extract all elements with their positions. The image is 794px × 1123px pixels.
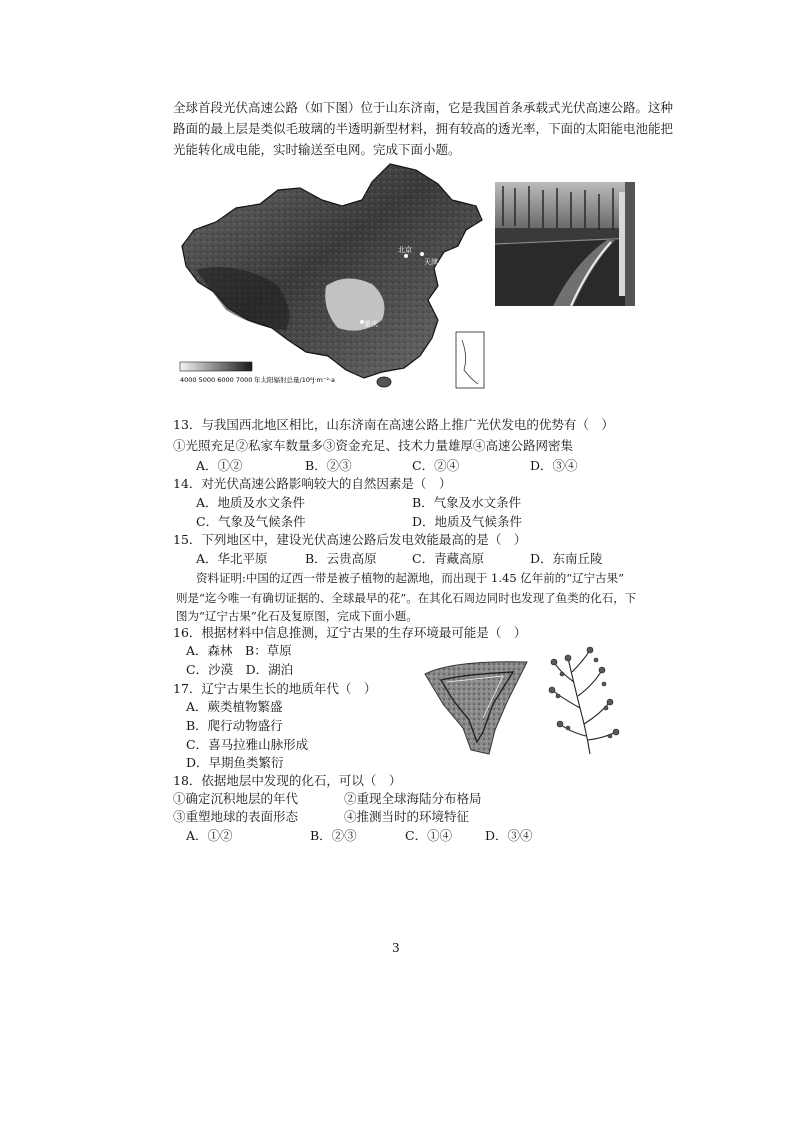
q18-statement-3: ③重塑地球的表面形态: [173, 809, 299, 824]
q18-option-a[interactable]: A．①②: [186, 828, 233, 843]
hainan-island: [377, 377, 391, 387]
material-line-1: 资料证明:中国的辽西一带是被子植物的起源地，而出现于 1.45 亿年前的“辽宁古果”: [196, 571, 625, 585]
q13-option-c[interactable]: C．②④: [412, 458, 460, 473]
q13-option-a[interactable]: A．①②: [196, 458, 243, 473]
q17-option-d[interactable]: D．早期鱼类繁衍: [186, 755, 284, 770]
q16-stem: 16．根据材料中信息推测，辽宁古果的生存环境最可能是（ ）: [173, 625, 527, 640]
city-label-tianjin: 天津: [424, 258, 438, 266]
q18-statement-4: ④推测当时的环境特征: [344, 809, 470, 824]
q15-option-b[interactable]: B．云贵高原: [305, 551, 377, 566]
q14-stem: 14．对光伏高速公路影响较大的自然因素是（ ）: [173, 476, 452, 491]
q17-stem: 17．辽宁古果生长的地质年代（ ）: [173, 681, 377, 696]
q18-option-d[interactable]: D．③④: [485, 828, 533, 843]
page-number: 3: [392, 941, 400, 955]
q14-option-b[interactable]: B．气象及水文条件: [412, 495, 522, 510]
q13-option-d[interactable]: D．③④: [530, 458, 578, 473]
q15-option-c[interactable]: C．青藏高原: [412, 551, 485, 566]
city-label-shanghai: 上海: [440, 300, 454, 308]
q16-options-cd[interactable]: C．沙漠 D．湖泊: [186, 662, 294, 677]
q18-option-b[interactable]: B．②③: [310, 828, 357, 843]
q13-statements: ①光照充足②私家车数量多③资金充足、技术力量雄厚④高速公路网密集: [173, 438, 574, 453]
q14-option-a[interactable]: A．地质及水文条件: [196, 495, 306, 510]
q17-option-b[interactable]: B．爬行动物盛行: [186, 718, 283, 733]
intro-line-2: 路面的最上层是类似毛玻璃的半透明新型材料，拥有较高的透光率，下面的太阳能电池能把: [173, 121, 674, 136]
q15-option-d[interactable]: D．东南丘陵: [530, 551, 603, 566]
q14-option-c[interactable]: C．气象及气候条件: [196, 514, 306, 529]
q16-options-ab[interactable]: A．森林 B：草原: [186, 643, 292, 658]
q18-statement-2: ②重现全球海陆分布格局: [344, 791, 482, 806]
solar-highway-photo: [495, 182, 635, 306]
intro-line-3: 光能转化成电能，实时输送至电网。完成下面小题。: [173, 142, 461, 157]
q13-option-b[interactable]: B．②③: [305, 458, 352, 473]
material-line-2: 则是“迄今唯一有确切证据的、全球最早的花”。在其化石周边同时也发现了鱼类的化石，下: [176, 591, 637, 605]
q17-option-a[interactable]: A．蕨类植物繁盛: [186, 699, 283, 714]
radiation-legend-bar: [180, 362, 252, 371]
liaoning-archaefructus-reconstruction: [540, 644, 636, 756]
city-label-chongqing: 重庆: [364, 320, 378, 328]
q18-option-c[interactable]: C．①④: [405, 828, 453, 843]
q17-option-c[interactable]: C．喜马拉雅山脉形成: [186, 737, 309, 752]
q18-stem: 18．依据地层中发现的化石，可以（ ）: [173, 773, 402, 788]
q15-option-a[interactable]: A．华北平原: [196, 551, 268, 566]
material-line-3: 图为“辽宁古果”化石及复原图，完成下面小题。: [176, 609, 418, 623]
china-solar-radiation-map: [176, 160, 488, 392]
q13-stem: 13．与我国西北地区相比，山东济南在高速公路上推广光伏发电的优势有（ ）: [173, 417, 614, 432]
city-label-beijing: 北京: [398, 246, 412, 254]
south-china-sea-inset: [456, 332, 484, 388]
liaoning-fossil-image: [423, 658, 529, 756]
radiation-legend-ticks: 4000 5000 6000 7000: [180, 376, 253, 384]
q18-statement-1: ①确定沉积地层的年代: [173, 791, 299, 806]
radiation-legend-title: 年太阳辐射总量/10⁶J·m⁻²·a: [254, 376, 335, 384]
q14-option-d[interactable]: D．地质及气候条件: [412, 514, 523, 529]
intro-line-1: 全球首段光伏高速公路（如下图）位于山东济南，它是我国首条承载式光伏高速公路。这种: [173, 100, 674, 115]
q15-stem: 15．下列地区中，建设光伏高速公路后发电效能最高的是（ ）: [173, 532, 527, 547]
